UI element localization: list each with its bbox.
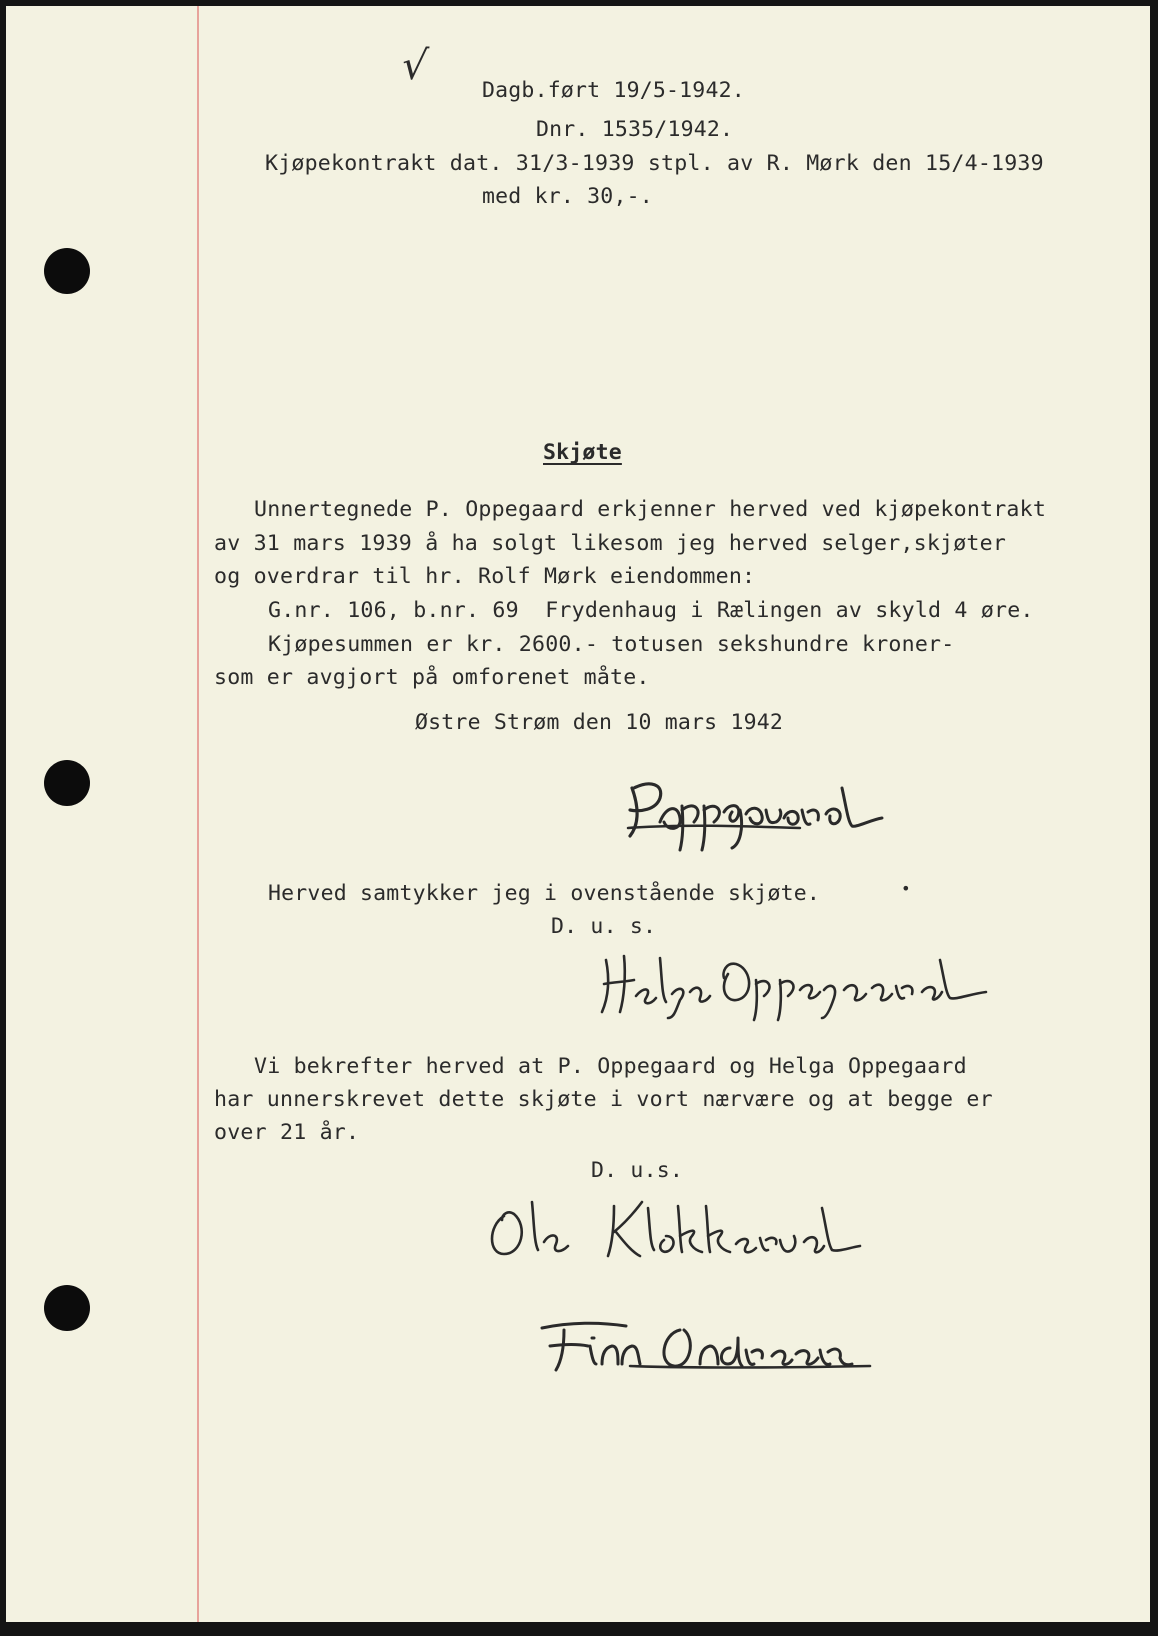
witness-signature-2: [530, 1308, 910, 1378]
deed-title: Skjøte: [543, 440, 622, 465]
dnr-entry: Dnr. 1535/1942.: [536, 117, 734, 142]
deed-line-1: Unnertegnede P. Oppegaard erkjenner herved ved kjøpekontrakt: [254, 497, 1047, 522]
margin-rule: [197, 6, 199, 1622]
dagbok-entry: Dagb.ført 19/5-1942.: [482, 78, 745, 103]
consent-dus: D. u. s.: [551, 914, 657, 939]
punch-hole-top: [44, 248, 90, 294]
punch-hole-bottom: [44, 1285, 90, 1331]
contract-line-2: med kr. 30,-.: [482, 184, 653, 209]
check-mark: √: [399, 43, 431, 89]
contract-line-1: Kjøpekontrakt dat. 31/3-1939 stpl. av R. Mørk den 15/4-1939: [265, 151, 1044, 176]
place-date: Østre Strøm den 10 mars 1942: [415, 710, 784, 735]
consent-text: Herved samtykker jeg i ovenstående skjøte.: [268, 881, 821, 906]
witness-dus: D. u.s.: [591, 1158, 684, 1183]
deed-line-2: av 31 mars 1939 å ha solgt likesom jeg herved selger,skjøter: [214, 531, 1007, 556]
consent-signature: [594, 940, 994, 1020]
deed-line-4: G.nr. 106, b.nr. 69 Frydenhaug i Rælingen av skyld 4 øre.: [268, 598, 1034, 623]
witness-line-1: Vi bekrefter herved at P. Oppegaard og Helga Oppegaard: [254, 1054, 967, 1079]
deed-line-3: og overdrar til hr. Rolf Mørk eiendommen:: [214, 564, 756, 589]
seller-signature: [620, 770, 900, 850]
consent-dot: •: [901, 879, 911, 898]
punch-hole-middle: [44, 760, 90, 806]
witness-signature-1: [480, 1192, 880, 1262]
deed-line-5: Kjøpesummen er kr. 2600.- totusen sekshundre kroner-: [268, 632, 955, 657]
deed-line-6: som er avgjort på omforenet måte.: [214, 665, 650, 690]
witness-line-2: har unnerskrevet dette skjøte i vort nærvære og at begge er: [214, 1087, 993, 1112]
witness-line-3: over 21 år.: [214, 1120, 360, 1145]
